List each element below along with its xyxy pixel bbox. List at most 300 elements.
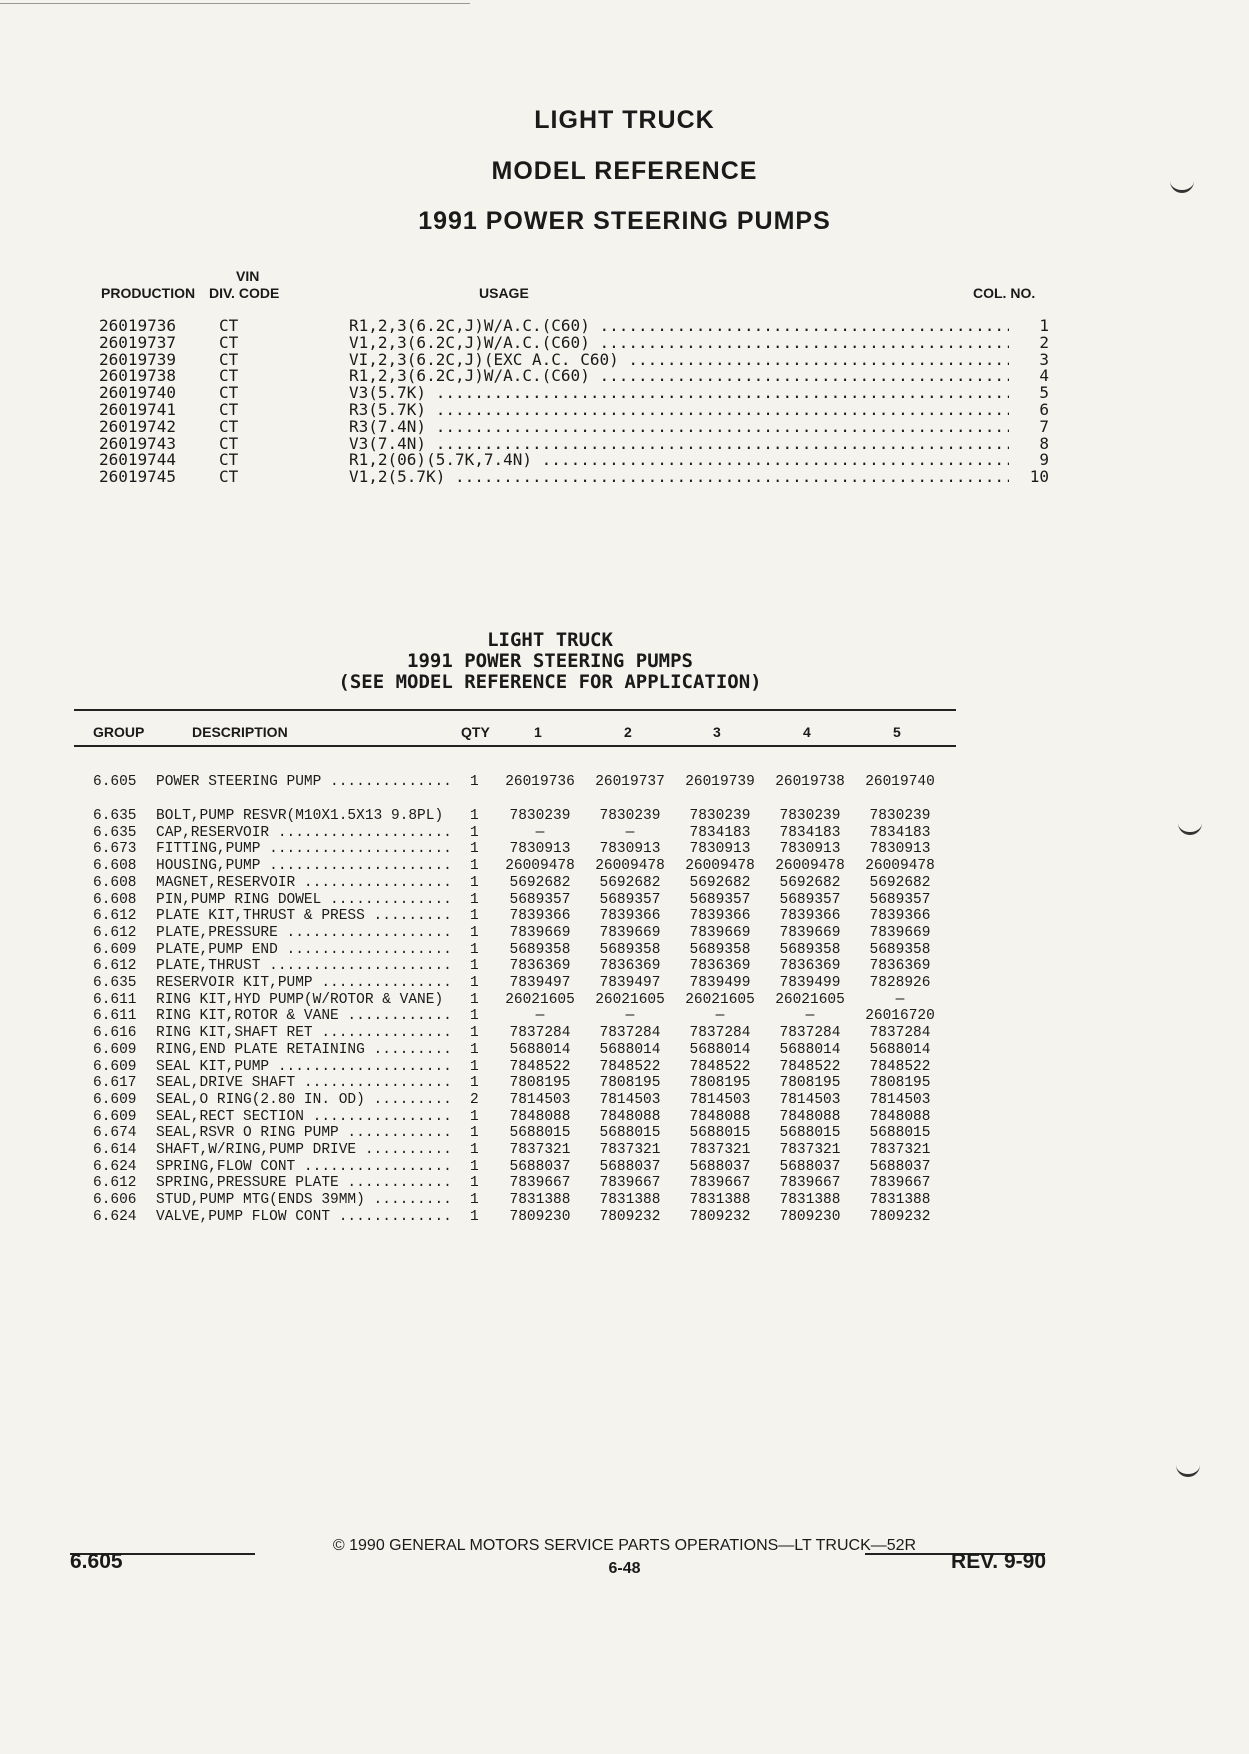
table-row bbox=[0, 908, 1249, 925]
part-number-col-4: 26021605 bbox=[775, 991, 845, 1008]
table-row bbox=[0, 1109, 1249, 1126]
group-code: 6.606 bbox=[93, 1192, 137, 1209]
col-header-2: 2 bbox=[624, 724, 632, 740]
part-number-col-3: 7808195 bbox=[689, 1075, 751, 1092]
part-number-col-4: 7814503 bbox=[779, 1091, 841, 1108]
group-code: 6.674 bbox=[93, 1125, 137, 1142]
part-number-col-4: 5688015 bbox=[779, 1125, 841, 1142]
col-header-group: GROUP bbox=[93, 724, 145, 740]
part-number-col-3: 5688015 bbox=[689, 1125, 751, 1142]
part-number-col-2: 7839497 bbox=[599, 975, 661, 991]
part-number-col-3: — bbox=[715, 1008, 725, 1025]
div-code: CT bbox=[219, 450, 239, 470]
part-number-col-5: 26016720 bbox=[865, 1008, 935, 1025]
footer-page-number: 6-48 bbox=[608, 1560, 641, 1577]
part-number-col-4: 5688014 bbox=[779, 1041, 841, 1058]
part-number-col-3: 7831388 bbox=[689, 1192, 751, 1209]
part-number-col-2: 7830913 bbox=[599, 841, 661, 858]
group-code: 6.617 bbox=[93, 1075, 137, 1092]
header-production: PRODUCTION bbox=[101, 285, 196, 301]
part-number-col-5: 7837321 bbox=[869, 1142, 931, 1158]
part-number-col-2: 7839366 bbox=[599, 908, 661, 925]
part-number-col-4: 7808195 bbox=[779, 1075, 841, 1092]
part-number-col-3: 5689357 bbox=[689, 891, 751, 908]
part-number-col-2: 7830239 bbox=[599, 808, 661, 824]
quantity: 1 bbox=[470, 874, 479, 891]
part-number-col-1: 7836369 bbox=[509, 958, 571, 975]
table-row bbox=[0, 774, 1249, 791]
part-number-col-5: 7814503 bbox=[869, 1091, 931, 1108]
part-number-col-1: 5689358 bbox=[509, 941, 571, 958]
part-description: PLATE,PUMP END ..... bbox=[156, 942, 454, 958]
part-number-col-1: 5688014 bbox=[509, 1041, 571, 1058]
header-usage: USAGE bbox=[479, 285, 529, 301]
usage-text: R1,2(06)(5.7K,7.4N) ..... bbox=[349, 452, 1009, 469]
part-description: SEAL KIT,PUMP ..... bbox=[156, 1059, 454, 1075]
quantity: 1 bbox=[470, 1142, 479, 1158]
reference-row bbox=[99, 469, 1049, 486]
table-row bbox=[0, 1042, 1249, 1059]
reference-row bbox=[99, 332, 1049, 352]
group-code: 6.609 bbox=[93, 1041, 137, 1058]
part-number-col-1: 7839669 bbox=[509, 924, 571, 941]
title-model-reference: MODEL REFERENCE bbox=[491, 157, 758, 185]
part-number-col-4: 7837284 bbox=[779, 1025, 841, 1042]
part-number-col-2: 5689358 bbox=[599, 941, 661, 958]
part-number-col-3: 26021605 bbox=[685, 991, 755, 1008]
part-number-col-5: 7828926 bbox=[869, 975, 931, 991]
usage-text: V3(7.4N) ..... bbox=[349, 436, 1009, 453]
part-number-col-3: 26019739 bbox=[685, 774, 755, 790]
part-number-col-3: 7839669 bbox=[689, 924, 751, 941]
part-number-col-4: 7831388 bbox=[779, 1192, 841, 1209]
part-number-col-5: 7834183 bbox=[869, 824, 931, 841]
table-row bbox=[0, 958, 1249, 975]
production-number: 26019737 bbox=[99, 332, 177, 352]
part-description: PLATE,THRUST ..... bbox=[156, 958, 454, 974]
part-number-col-1: — bbox=[535, 824, 545, 841]
part-number-col-1: 5688037 bbox=[509, 1158, 571, 1175]
part-number-col-3: 7848522 bbox=[689, 1058, 751, 1075]
group-code: 6.635 bbox=[93, 808, 137, 824]
usage-text: R1,2,3(6.2C,J)W/A.C.(C60) ..... bbox=[349, 318, 1009, 335]
table-row bbox=[0, 841, 1249, 858]
part-number-col-5: 5692682 bbox=[869, 874, 931, 891]
part-number-col-1: 7848522 bbox=[509, 1058, 571, 1075]
part-number-col-5: 5689358 bbox=[869, 941, 931, 958]
part-number-col-1: 7830239 bbox=[509, 808, 571, 824]
part-number-col-1: 7831388 bbox=[509, 1192, 571, 1209]
part-number-col-4: 7839499 bbox=[779, 975, 841, 991]
top-edge-line bbox=[0, 3, 470, 4]
part-number-col-4: 7848088 bbox=[779, 1108, 841, 1125]
part-number-col-5: 5689357 bbox=[869, 891, 931, 908]
header-col-no: COL. NO. bbox=[973, 285, 1036, 301]
group-code: 6.608 bbox=[93, 891, 137, 908]
reference-row bbox=[99, 368, 1049, 385]
reference-row bbox=[99, 318, 1049, 335]
table-row bbox=[0, 1209, 1249, 1226]
parts-title-light-truck: LIGHT TRUCK bbox=[487, 629, 613, 651]
part-number-col-2: 7831388 bbox=[599, 1192, 661, 1209]
part-description: STUD,PUMP MTG(ENDS 39MM) ..... bbox=[156, 1192, 454, 1208]
part-number-col-1: 26019736 bbox=[505, 774, 575, 790]
div-code: CT bbox=[219, 349, 239, 369]
part-number-col-3: 7836369 bbox=[689, 958, 751, 975]
part-number-col-2: 26019737 bbox=[595, 774, 665, 790]
part-description: SHAFT,W/RING,PUMP DRIVE ..... bbox=[156, 1142, 454, 1158]
production-number: 26019745 bbox=[99, 467, 177, 487]
quantity: 1 bbox=[470, 841, 479, 858]
part-number-col-2: 7814503 bbox=[599, 1091, 661, 1108]
part-number-col-3: 7848088 bbox=[689, 1108, 751, 1125]
div-code: CT bbox=[219, 383, 239, 403]
reference-row bbox=[99, 452, 1049, 469]
usage-text: R1,2,3(6.2C,J)W/A.C.(C60) ..... bbox=[349, 368, 1009, 385]
part-number-col-3: 5688014 bbox=[689, 1041, 751, 1058]
part-number-col-2: 7848088 bbox=[599, 1108, 661, 1125]
part-number-col-3: 7839366 bbox=[689, 908, 751, 925]
quantity: 1 bbox=[470, 1008, 479, 1025]
quantity: 1 bbox=[470, 808, 479, 824]
part-number-col-5: 7809232 bbox=[869, 1208, 931, 1225]
group-code: 6.612 bbox=[93, 908, 137, 925]
part-number-col-4: 7848522 bbox=[779, 1058, 841, 1075]
quantity: 1 bbox=[470, 1158, 479, 1175]
table-row bbox=[0, 942, 1249, 959]
part-number-col-1: — bbox=[535, 1008, 545, 1025]
usage-text: V1,2,3(6.2C,J)W/A.C.(C60) ..... bbox=[349, 335, 1009, 352]
table-row bbox=[0, 1175, 1249, 1192]
part-number-col-4: 7830239 bbox=[779, 808, 841, 824]
table-row bbox=[0, 975, 1249, 992]
part-number-col-3: 5688037 bbox=[689, 1158, 751, 1175]
quantity: 1 bbox=[470, 941, 479, 958]
part-number-col-4: 5689358 bbox=[779, 941, 841, 958]
part-number-col-1: 7809230 bbox=[509, 1208, 571, 1225]
part-number-col-2: 5689357 bbox=[599, 891, 661, 908]
part-description: RESERVOIR KIT,PUMP ..... bbox=[156, 975, 454, 991]
part-description: HOUSING,PUMP ..... bbox=[156, 858, 454, 874]
footer-copyright: © 1990 GENERAL MOTORS SERVICE PARTS OPERATIONS—LT TRUCK—52R bbox=[332, 1537, 917, 1554]
part-description: SEAL,RECT SECTION ..... bbox=[156, 1109, 454, 1125]
reference-row bbox=[99, 416, 1049, 436]
reference-row bbox=[99, 385, 1049, 402]
part-description: FITTING,PUMP ..... bbox=[156, 841, 454, 857]
part-number-col-1: 7830913 bbox=[509, 841, 571, 858]
usage-text: VI,2,3(6.2C,J)(EXC A.C. C60) ..... bbox=[349, 352, 1009, 369]
column-number: 6 bbox=[1039, 399, 1049, 419]
production-number: 26019744 bbox=[99, 450, 177, 470]
table-row bbox=[0, 1075, 1249, 1092]
quantity: 1 bbox=[470, 1175, 479, 1192]
part-number-col-3: 7837284 bbox=[689, 1025, 751, 1042]
part-description: BOLT,PUMP RESVR(M10X1.5X13 9.8PL) ..... bbox=[156, 808, 454, 824]
part-number-col-2: 5688037 bbox=[599, 1158, 661, 1175]
group-code: 6.612 bbox=[93, 1175, 137, 1192]
quantity: 1 bbox=[470, 824, 479, 841]
part-number-col-5: 7808195 bbox=[869, 1075, 931, 1092]
part-number-col-2: 7837321 bbox=[599, 1142, 661, 1158]
group-code: 6.624 bbox=[93, 1208, 137, 1225]
part-number-col-3: 7830239 bbox=[689, 808, 751, 824]
part-description: RING KIT,HYD PUMP(W/ROTOR & VANE) ..... bbox=[156, 992, 454, 1008]
group-code: 6.609 bbox=[93, 1091, 137, 1108]
quantity: 1 bbox=[470, 1025, 479, 1042]
part-number-col-5: 5688015 bbox=[869, 1125, 931, 1142]
part-number-col-2: 7839669 bbox=[599, 924, 661, 941]
table-row bbox=[0, 858, 1249, 875]
table-row bbox=[0, 892, 1249, 909]
part-number-col-4: 7839669 bbox=[779, 924, 841, 941]
part-number-col-1: 5689357 bbox=[509, 891, 571, 908]
part-number-col-5: 7830913 bbox=[869, 841, 931, 858]
col-header-5: 5 bbox=[893, 724, 901, 740]
part-number-col-3: 5692682 bbox=[689, 874, 751, 891]
table-row bbox=[0, 925, 1249, 942]
part-number-col-2: 26021605 bbox=[595, 991, 665, 1008]
col-header-3: 3 bbox=[713, 724, 721, 740]
usage-text: V3(5.7K) ..... bbox=[349, 385, 1009, 402]
reference-row bbox=[99, 433, 1049, 453]
part-number-col-5: 7848522 bbox=[869, 1058, 931, 1075]
group-code: 6.635 bbox=[93, 824, 137, 841]
table-row bbox=[0, 808, 1249, 825]
part-description: CAP,RESERVOIR ..... bbox=[156, 825, 454, 841]
table-row bbox=[0, 875, 1249, 892]
part-number-col-5: 7830239 bbox=[869, 808, 931, 824]
column-number: 2 bbox=[1039, 332, 1049, 352]
table-row bbox=[0, 825, 1249, 842]
part-description: PIN,PUMP RING DOWEL ..... bbox=[156, 892, 454, 908]
part-number-col-4: 7830913 bbox=[779, 841, 841, 858]
quantity: 1 bbox=[470, 1075, 479, 1092]
group-code: 6.609 bbox=[93, 1058, 137, 1075]
part-number-col-1: 7837284 bbox=[509, 1025, 571, 1042]
part-number-col-5: 7839667 bbox=[869, 1175, 931, 1192]
part-number-col-3: 5689358 bbox=[689, 941, 751, 958]
part-number-col-2: 7808195 bbox=[599, 1075, 661, 1092]
table-row bbox=[0, 1159, 1249, 1176]
group-code: 6.608 bbox=[93, 858, 137, 875]
part-number-col-3: 7839667 bbox=[689, 1175, 751, 1192]
column-number: 1 bbox=[1039, 316, 1049, 335]
binder-tab-mark bbox=[1176, 1464, 1200, 1477]
table-row bbox=[0, 992, 1249, 1009]
col-header-qty: QTY bbox=[461, 724, 490, 740]
title-power-steering-pumps: 1991 POWER STEERING PUMPS bbox=[418, 207, 831, 235]
part-number-col-5: 7839669 bbox=[869, 924, 931, 941]
table-row bbox=[0, 1025, 1249, 1042]
title-light-truck: LIGHT TRUCK bbox=[534, 106, 715, 134]
part-number-col-4: 7809230 bbox=[779, 1208, 841, 1225]
part-description: POWER STEERING PUMP ..... bbox=[156, 774, 454, 790]
part-number-col-4: 7839366 bbox=[779, 908, 841, 925]
quantity: 1 bbox=[470, 908, 479, 925]
div-code: CT bbox=[219, 467, 239, 487]
part-number-col-4: 26009478 bbox=[775, 858, 845, 875]
production-number: 26019742 bbox=[99, 416, 177, 436]
part-number-col-1: 26009478 bbox=[505, 858, 575, 875]
quantity: 1 bbox=[470, 1058, 479, 1075]
part-description: SPRING,FLOW CONT ..... bbox=[156, 1159, 454, 1175]
column-number: 7 bbox=[1039, 416, 1049, 436]
quantity: 1 bbox=[470, 958, 479, 975]
part-number-col-2: 7839667 bbox=[599, 1175, 661, 1192]
production-number: 26019736 bbox=[99, 316, 177, 335]
part-number-col-3: 7814503 bbox=[689, 1091, 751, 1108]
part-number-col-3: 7839499 bbox=[689, 975, 751, 991]
column-number: 3 bbox=[1039, 349, 1049, 369]
table-row bbox=[0, 1008, 1249, 1025]
quantity: 1 bbox=[470, 858, 479, 875]
group-code: 6.635 bbox=[93, 975, 137, 991]
part-number-col-2: 7836369 bbox=[599, 958, 661, 975]
quantity: 1 bbox=[470, 1192, 479, 1209]
group-code: 6.609 bbox=[93, 941, 137, 958]
part-description: VALVE,PUMP FLOW CONT ..... bbox=[156, 1209, 454, 1225]
part-number-col-5: 7848088 bbox=[869, 1108, 931, 1125]
part-description: SEAL,DRIVE SHAFT ..... bbox=[156, 1075, 454, 1091]
group-code: 6.608 bbox=[93, 874, 137, 891]
part-number-col-4: 7834183 bbox=[779, 824, 841, 841]
quantity: 1 bbox=[470, 1125, 479, 1142]
usage-text: V1,2(5.7K) ..... bbox=[349, 469, 1009, 486]
part-number-col-1: 7814503 bbox=[509, 1091, 571, 1108]
part-number-col-1: 7839497 bbox=[509, 975, 571, 991]
part-description: SEAL,O RING(2.80 IN. OD) ..... bbox=[156, 1092, 454, 1108]
group-code: 6.614 bbox=[93, 1142, 137, 1158]
reference-row bbox=[99, 399, 1049, 419]
part-number-col-5: 5688014 bbox=[869, 1041, 931, 1058]
part-number-col-5: 5688037 bbox=[869, 1158, 931, 1175]
part-number-col-2: 5688014 bbox=[599, 1041, 661, 1058]
quantity: 1 bbox=[470, 1108, 479, 1125]
usage-text: R3(5.7K) ..... bbox=[349, 402, 1009, 419]
part-number-col-5: — bbox=[895, 991, 905, 1008]
part-description: MAGNET,RESERVOIR ..... bbox=[156, 875, 454, 891]
part-number-col-5: 7831388 bbox=[869, 1192, 931, 1209]
part-number-col-2: — bbox=[625, 824, 635, 841]
part-description: PLATE,PRESSURE ..... bbox=[156, 925, 454, 941]
part-number-col-4: 26019738 bbox=[775, 774, 845, 790]
table-row bbox=[0, 1125, 1249, 1142]
parts-title-see-reference: (SEE MODEL REFERENCE FOR APPLICATION) bbox=[338, 671, 762, 693]
table-row bbox=[0, 1092, 1249, 1109]
model-reference-list bbox=[99, 318, 1049, 486]
part-number-col-2: — bbox=[625, 1008, 635, 1025]
production-number: 26019741 bbox=[99, 399, 177, 419]
group-code: 6.612 bbox=[93, 924, 137, 941]
part-number-col-4: 5689357 bbox=[779, 891, 841, 908]
part-number-col-2: 5692682 bbox=[599, 874, 661, 891]
part-number-col-1: 7808195 bbox=[509, 1075, 571, 1092]
production-number: 26019743 bbox=[99, 433, 177, 453]
part-number-col-4: 7837321 bbox=[779, 1142, 841, 1158]
group-code: 6.611 bbox=[93, 1008, 137, 1025]
part-number-col-1: 7839667 bbox=[509, 1175, 571, 1192]
quantity: 1 bbox=[470, 991, 479, 1008]
group-code: 6.673 bbox=[93, 841, 137, 858]
quantity: 1 bbox=[470, 1208, 479, 1225]
part-number-col-5: 26009478 bbox=[865, 858, 935, 875]
group-code: 6.605 bbox=[93, 774, 137, 790]
quantity: 1 bbox=[470, 924, 479, 941]
part-number-col-1: 7848088 bbox=[509, 1108, 571, 1125]
group-code: 6.609 bbox=[93, 1108, 137, 1125]
part-description: SPRING,PRESSURE PLATE ..... bbox=[156, 1175, 454, 1191]
part-number-col-3: 7809232 bbox=[689, 1208, 751, 1225]
part-description: RING,END PLATE RETAINING ..... bbox=[156, 1042, 454, 1058]
production-number: 26019738 bbox=[99, 366, 177, 386]
production-number: 26019740 bbox=[99, 383, 177, 403]
column-number: 5 bbox=[1039, 383, 1049, 403]
column-number: 10 bbox=[1029, 467, 1049, 487]
reference-row bbox=[99, 349, 1049, 369]
part-description: RING KIT,ROTOR & VANE ..... bbox=[156, 1008, 454, 1024]
quantity: 2 bbox=[470, 1091, 479, 1108]
quantity: 1 bbox=[470, 975, 479, 991]
div-code: CT bbox=[219, 399, 239, 419]
div-code: CT bbox=[219, 316, 239, 335]
div-code: CT bbox=[219, 433, 239, 453]
part-number-col-4: 7836369 bbox=[779, 958, 841, 975]
part-number-col-3: 7837321 bbox=[689, 1142, 751, 1158]
div-code: CT bbox=[219, 416, 239, 436]
part-number-col-5: 7836369 bbox=[869, 958, 931, 975]
quantity: 1 bbox=[470, 774, 479, 790]
col-header-description: DESCRIPTION bbox=[192, 724, 288, 740]
table-row bbox=[0, 1059, 1249, 1076]
part-number-col-4: 5692682 bbox=[779, 874, 841, 891]
table-row bbox=[0, 1142, 1249, 1159]
div-code: CT bbox=[219, 332, 239, 352]
part-number-col-3: 7830913 bbox=[689, 841, 751, 858]
column-number: 4 bbox=[1039, 366, 1049, 386]
part-number-col-1: 5688015 bbox=[509, 1125, 571, 1142]
column-number: 8 bbox=[1039, 433, 1049, 453]
table-row bbox=[0, 1192, 1249, 1209]
part-number-col-5: 26019740 bbox=[865, 774, 935, 790]
col-header-4: 4 bbox=[803, 724, 811, 740]
group-code: 6.624 bbox=[93, 1158, 137, 1175]
part-number-col-1: 7837321 bbox=[509, 1142, 571, 1158]
part-number-col-3: 26009478 bbox=[685, 858, 755, 875]
quantity: 1 bbox=[470, 1041, 479, 1058]
col-header-1: 1 bbox=[534, 724, 542, 740]
part-number-col-3: 7834183 bbox=[689, 824, 751, 841]
header-div-code: DIV. CODE bbox=[209, 285, 280, 301]
quantity: 1 bbox=[470, 891, 479, 908]
part-number-col-2: 5688015 bbox=[599, 1125, 661, 1142]
part-number-col-2: 7837284 bbox=[599, 1025, 661, 1042]
production-number: 26019739 bbox=[99, 349, 177, 369]
part-description: SEAL,RSVR O RING PUMP ..... bbox=[156, 1125, 454, 1141]
part-number-col-2: 7809232 bbox=[599, 1208, 661, 1225]
part-description: PLATE KIT,THRUST & PRESS ..... bbox=[156, 908, 454, 924]
group-code: 6.611 bbox=[93, 991, 137, 1008]
table-top-rule bbox=[74, 709, 956, 711]
div-code: CT bbox=[219, 366, 239, 386]
header-vin: VIN bbox=[236, 268, 260, 284]
part-number-col-1: 5692682 bbox=[509, 874, 571, 891]
part-number-col-4: 5688037 bbox=[779, 1158, 841, 1175]
column-number: 9 bbox=[1039, 450, 1049, 470]
part-description: RING KIT,SHAFT RET ..... bbox=[156, 1025, 454, 1041]
footer-section-number: 6.605 bbox=[70, 1550, 123, 1573]
table-header-rule bbox=[74, 745, 956, 747]
part-number-col-2: 26009478 bbox=[595, 858, 665, 875]
